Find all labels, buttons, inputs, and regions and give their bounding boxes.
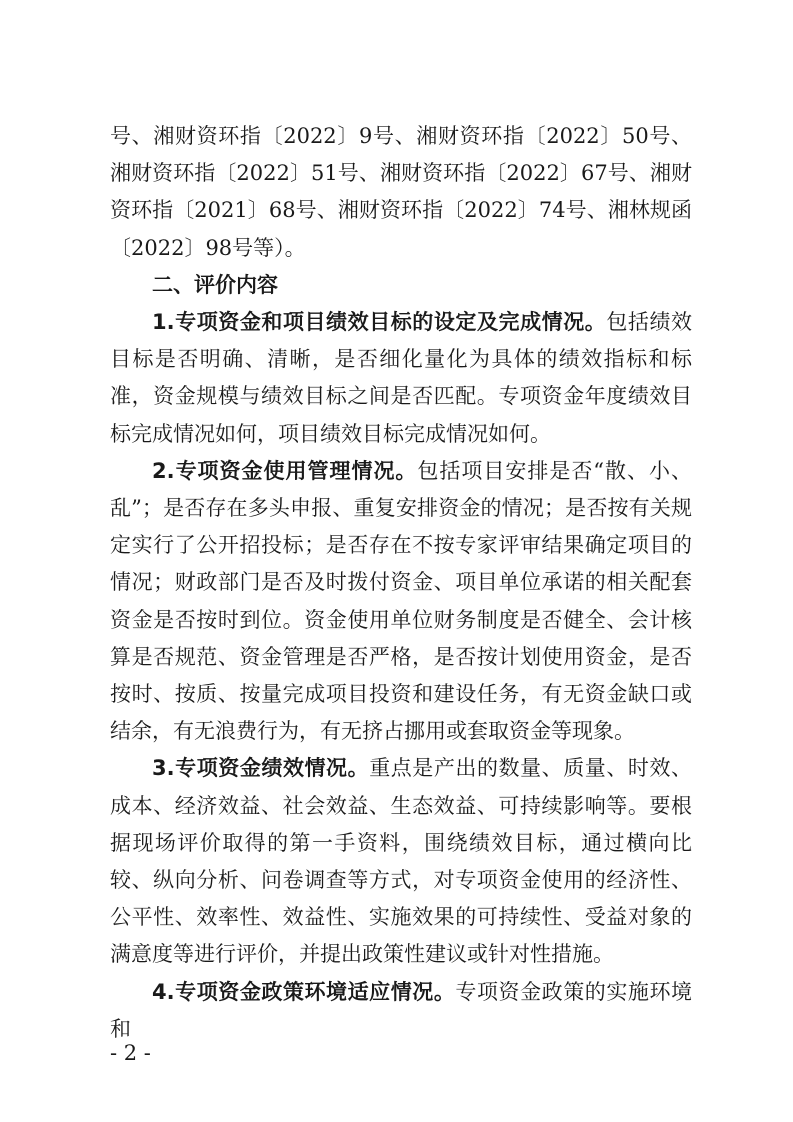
paragraph-item-2 (110, 453, 692, 751)
item-3-lead: 3.专项资金绩效情况。 (152, 756, 370, 781)
item-2-lead: 2.专项资金使用管理情况。 (152, 458, 418, 483)
item-1-lead: 1.专项资金和项目绩效目标的设定及完成情况。 (152, 310, 607, 335)
item-4-lead: 4.专项资金政策环境适应情况。 (152, 979, 456, 1004)
document-body (110, 118, 692, 1048)
paragraph-item-4 (110, 974, 692, 1048)
section-heading: 二、评价内容 (152, 272, 278, 297)
item-1-body: 包括绩效目标是否明确、清晰，是否细化量化为具体的绩效指标和标准，资金规模与绩效目标之间是否匹配。专项资金年度绩效目标完成情况如何，项目绩效目标完成情况如何。 (110, 310, 693, 446)
paragraph-item-3 (110, 750, 692, 973)
page-number: - 2 - (110, 1041, 151, 1065)
intro-paragraph: 号、湘财资环指〔2022〕9号、湘财资环指〔2022〕50号、湘财资环指〔2022〕51号、湘财资环指〔2022〕67号、湘财资环指〔2021〕68号、湘财资环指〔2022〕74号、湘林规函〔2022〕98号等）。 (110, 124, 692, 260)
item-4-body: 专项资金政策的实施环境和 (110, 979, 693, 1041)
item-3-body: 重点是产出的数量、质量、时效、成本、经济效益、社会效益、生态效益、可持续影响等。要根据现场评价取得的第一手资料，围绕绩效目标，通过横向比较、纵向分析、问卷调查等方式，对专项资金使用的经济性、公平性、效率性、效益性、实施效果的可持续性、受益对象的满意度等进行评价，并提出政策性建议或针对性措施。 (110, 756, 693, 967)
paragraph-item-1 (110, 304, 692, 453)
item-2-body: 包括项目安排是否“散、小、乱”；是否存在多头申报、重复安排资金的情况；是否按有关规定实行了公开招投标；是否存在不按专家评审结果确定项目的情况；财政部门是否及时拨付资金、项目单位承诺的相关配套资金是否按时到位。资金使用单位财务制度是否健全、会计核算是否规范、资金管理是否严格，是否按计划使用资金，是否按时、按质、按量完成项目投资和建设任务，有无资金缺口或结余，有无浪费行为，有无挤占挪用或套取资金等现象。 (110, 458, 692, 744)
